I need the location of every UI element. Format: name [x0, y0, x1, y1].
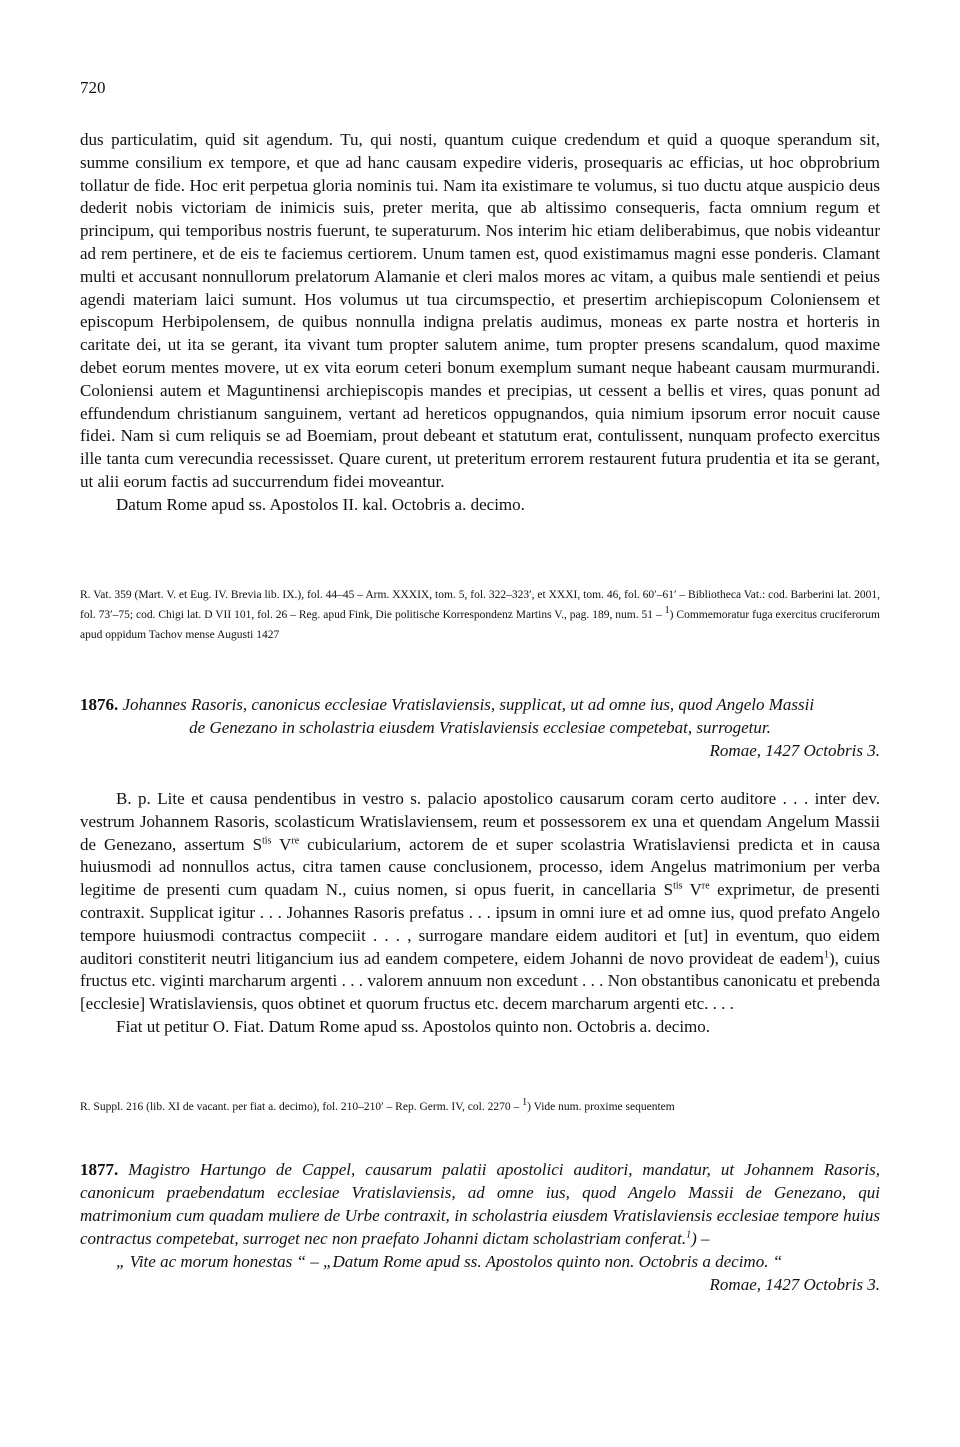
superscript: tis	[673, 880, 683, 892]
summary-end: ) –	[691, 1229, 710, 1248]
entry-number: 1877.	[80, 1160, 119, 1179]
text-run: B. p. Lite et causa pendentibus in vestro s. palacio apostolico causarum coram certo auditore . . . inter dev. vestrum Johannem Rasoris, scolasticum Wratislaviensem, reum et possessorem ex una et quendam Angelum Massii de Genezano, assertum S	[80, 789, 880, 854]
text-run: V	[271, 834, 292, 854]
text-run: cubicularium, actorem de et super scolastria Wratislaviensi predicta et in causa huiusmodi ad nonnullos actus, citra tamen cause conclusionem, processo, idem Angelus matrimonium per verba legitime de presenti cum quadam N., cuius nomen, si opus fuerit, in cancellaria S	[80, 834, 880, 900]
text-run: V	[682, 880, 702, 900]
entry-place-date: Romae, 1427 Octobris 3.	[709, 740, 880, 760]
footnote-marker: 1	[522, 1097, 528, 1109]
superscript: re	[701, 880, 710, 892]
footnote-text: ) Commemoratur fuga exercitus cruciferorum apud oppidum Tachov mense Augusti 1427	[80, 609, 880, 641]
letter-body	[80, 129, 880, 517]
entry-1876-header	[80, 694, 880, 762]
footnote-marker: 1	[664, 605, 670, 617]
entry-1876-body	[80, 788, 880, 1039]
letter-dating: Datum Rome apud ss. Apostolos II. kal. Octobris a. decimo.	[116, 494, 525, 514]
entry-number: 1876.	[80, 695, 119, 714]
supplication-text	[80, 788, 880, 1016]
entry-place-date: Romae, 1427 Octobris 3.	[709, 1275, 880, 1294]
source-note-text: R. Vat. 359 (Mart. V. et Eug. IV. Brevia lib. IX.), fol. 44–45 – Arm. XXXIX, tom. 5, fol. 322–323′, et XXXI, tom. 46, fol. 60′–61′ – Bibliotheca Vat.: cod. Barberini lat. 2001, fol. 73′–75; cod. Chigi lat. D VII 101, fol. 26 – Reg. apud Fink, Die politische Korrespondenz Martins V., pag. 189, num. 51 –	[80, 589, 880, 621]
source-note-1875	[80, 585, 880, 645]
entry-summary: Magistro Hartungo de Cappel, causarum palatii apostolici auditori, mandatur, ut Johannem Rasoris, canonicum praebendatum ecclesiae Vratislaviensis, ad omne ius, quod Angelo Massii de Genezano, qui matrimonium cum quadam muliere de Urbe contraxit, in scholastria eiusdem Vratislaviensis ecclesiae tempore huius contractus competebat, surroget nec non praefato Johanni dictam scholastriam conferat.	[80, 1160, 880, 1248]
text-run: exprimetur, de presenti contraxit. Supplicat igitur . . . Johannes Rasoris prefatus . . . ipsum in omni iure et ad omne ius, quod prefato Angelo tempore huiusmodi contractus compeciit . . . , surrogare mandare eidem auditori et [ut] in eventum, quo eidem auditori constiterit neutri litigancium ius ad eandem competere, eidem Johanni de novo provideat de eadem	[80, 880, 880, 968]
entry-incipit: „ Vite ac morum honestas “ – „Datum Rome apud ss. Apostolos quinto non. Octobris a decimo. “	[116, 1252, 783, 1271]
entry-summary: Johannes Rasoris, canonicus ecclesiae Vratislaviensis, supplicat, ut ad omne ius, quod Angelo Massii	[122, 695, 815, 714]
superscript: tis	[262, 834, 272, 846]
text-run: ), cuius fructus etc. viginti marcharum argenti . . . valorem annuum non excedunt . . . Non obstantibus canonicatu et prebenda [ecclesie] Wratislaviensis, quos obtinet et quorum fructus etc. decem marcharum argenti etc. . . .	[80, 948, 881, 1014]
letter-paragraph: dus particulatim, quid sit agendum. Tu, qui nosti, quantum cuique credendum et quid a quoque sperandum sit, summe consilium ex tempore, et que ad hanc causam expedire videris, prosequaris ac efficias, ut hoc obprobrium tollatur de fide. Hoc erit perpetua gloria nominis tui. Nam ita existimare te volumus, si tuo ductu atque auspicio deus dederit nobis victoriam de inimicis suis, preter merita, que ab altissimo consequeris, facta omnium regum et principum, qui temporibus nostris fuerunt, te superaturum. Nos interim hic etiam deliberabimus, que nobis videantur ad rem pertinere, et de eis te faciemus certiorem. Unum tamen est, quod existimamus magni esse ponderis. Clamant multi et accusant nonnullorum prelatorum Alamanie et cleri malos mores ac vitam, a quibus male sentiendi et peius agendi materiam laici sumunt. Hos volumus ut tua circumspectio, et presertim archiepiscopum Coloniensem et episcopum Herbipolensem, de quibus nonnulla indigna prelatis audimus, moneas ex parte nostra et horteris in caritate dei, ut ita se gerant, ita vivant tum propter salutem anime, tum propter presens scandalum, quod maxime debet eorum mentes movere, ut ex vita eorum ceteri bonum exemplum sumant neque habeant causam murmurandi. Coloniensi autem et Maguntinensi archiepiscopis mandes et precipias, ut cessent a bellis et vires, quas ponunt ad effundendum christianum sanguinem, vertant ad hereticos oppugnandos, quia nimium ipsorum error nocuit cause fidei. Nam si cum reliquis se ad Boemiam, prout debeant et statutum erat, contulissent, nunquam profecto exercitus ille tanta cum verecundia recessisset. Quare curent, ut preteritum errorem restaurent futura prudentia et ita se gerant, ut alii eorum factis ad succurrendum fidei moveantur.	[80, 130, 880, 491]
source-note-text: R. Suppl. 216 (lib. XI de vacant. per fiat a. decimo), fol. 210–210′ – Rep. Germ. IV, col. 2270 –	[80, 1101, 520, 1113]
source-note-1876	[80, 1097, 880, 1117]
superscript: re	[291, 834, 300, 846]
entry-1877-header	[80, 1158, 880, 1296]
page-number: 720	[80, 78, 106, 97]
entry-summary-cont: de Genezano in scholastria eiusdem Vratislaviensis ecclesiae competebat, surrogetur.	[189, 717, 771, 737]
footnote-text: ) Vide num. proxime sequentem	[527, 1101, 675, 1113]
footnote-marker: 1	[823, 948, 829, 960]
fiat-line: Fiat ut petitur O. Fiat. Datum Rome apud ss. Apostolos quinto non. Octobris a. decimo.	[116, 1016, 711, 1036]
footnote-marker: 1	[686, 1229, 692, 1241]
